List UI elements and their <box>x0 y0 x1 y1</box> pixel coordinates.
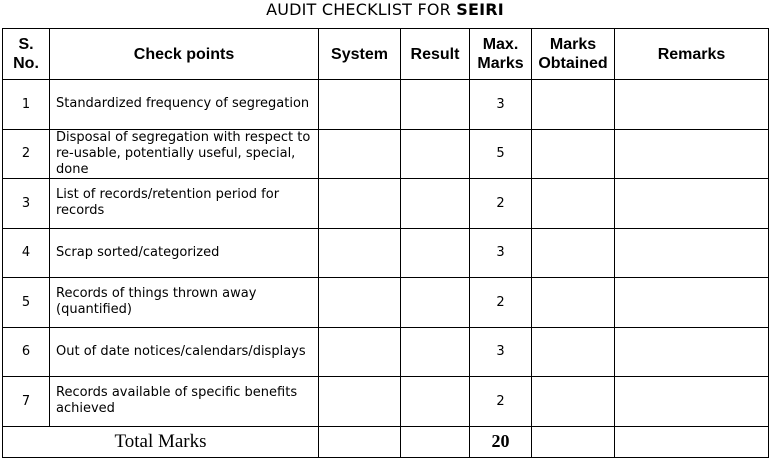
row-sno: 4 <box>3 228 50 278</box>
title-emphasis: SEIRI <box>456 0 504 19</box>
row-result-cell <box>401 179 470 229</box>
row-sno: 1 <box>3 80 50 130</box>
row-max-marks: 2 <box>470 377 532 427</box>
total-row <box>3 426 769 457</box>
row-max-marks: 5 <box>470 129 532 179</box>
total-system-cell <box>319 426 401 457</box>
row-system-cell <box>319 278 401 328</box>
total-result-cell <box>401 426 470 457</box>
row-max-marks: 3 <box>470 228 532 278</box>
row-sno: 3 <box>3 179 50 229</box>
row-result-cell <box>401 80 470 130</box>
row-sno: 5 <box>3 278 50 328</box>
row-remarks-cell <box>615 80 769 130</box>
header-result: Result <box>401 29 470 80</box>
header-marks-obtained: Marks Obtained <box>532 29 615 80</box>
row-marks-obtained-cell <box>532 129 615 179</box>
header-row <box>3 29 769 80</box>
table-row <box>3 179 769 229</box>
row-sno: 7 <box>3 377 50 427</box>
table-row <box>3 377 769 427</box>
row-marks-obtained-cell <box>532 327 615 377</box>
row-check-point: Records available of specific benefits achieved <box>50 377 319 427</box>
row-marks-obtained-cell <box>532 228 615 278</box>
row-marks-obtained-cell <box>532 278 615 328</box>
row-sno: 6 <box>3 327 50 377</box>
row-result-cell <box>401 129 470 179</box>
total-max-marks: 20 <box>470 426 532 457</box>
row-marks-obtained-cell <box>532 80 615 130</box>
header-remarks: Remarks <box>615 29 769 80</box>
row-result-cell <box>401 228 470 278</box>
row-marks-obtained-cell <box>532 179 615 229</box>
row-check-point: Standardized frequency of segregation <box>50 80 319 130</box>
header-system: System <box>319 29 401 80</box>
table-row <box>3 129 769 179</box>
header-max-marks: Max. Marks <box>470 29 532 80</box>
row-max-marks: 3 <box>470 327 532 377</box>
total-marks-obtained-cell <box>532 426 615 457</box>
total-remarks-cell <box>615 426 769 457</box>
row-remarks-cell <box>615 278 769 328</box>
row-marks-obtained-cell <box>532 377 615 427</box>
row-max-marks: 2 <box>470 278 532 328</box>
header-check-points: Check points <box>50 29 319 80</box>
row-max-marks: 2 <box>470 179 532 229</box>
header-sno: S. No. <box>3 29 50 80</box>
row-remarks-cell <box>615 327 769 377</box>
row-system-cell <box>319 80 401 130</box>
row-system-cell <box>319 228 401 278</box>
row-result-cell <box>401 327 470 377</box>
row-sno: 2 <box>3 129 50 179</box>
row-system-cell <box>319 327 401 377</box>
row-result-cell <box>401 278 470 328</box>
row-check-point: Records of things thrown away (quantified) <box>50 278 319 328</box>
table-row <box>3 228 769 278</box>
audit-checklist-table <box>2 28 769 458</box>
row-system-cell <box>319 377 401 427</box>
row-check-point: List of records/retention period for records <box>50 179 319 229</box>
total-label: Total Marks <box>3 426 319 457</box>
table-row <box>3 80 769 130</box>
row-result-cell <box>401 377 470 427</box>
row-remarks-cell <box>615 179 769 229</box>
table-row <box>3 327 769 377</box>
row-max-marks: 3 <box>470 80 532 130</box>
row-check-point: Disposal of segregation with respect to re-usable, potentially useful, special, done <box>50 129 319 179</box>
table-row <box>3 278 769 328</box>
checklist-title <box>0 0 770 20</box>
row-system-cell <box>319 129 401 179</box>
row-remarks-cell <box>615 228 769 278</box>
row-check-point: Out of date notices/calendars/displays <box>50 327 319 377</box>
row-check-point: Scrap sorted/categorized <box>50 228 319 278</box>
title-prefix: AUDIT CHECKLIST FOR <box>266 0 457 19</box>
row-remarks-cell <box>615 377 769 427</box>
row-system-cell <box>319 179 401 229</box>
row-remarks-cell <box>615 129 769 179</box>
